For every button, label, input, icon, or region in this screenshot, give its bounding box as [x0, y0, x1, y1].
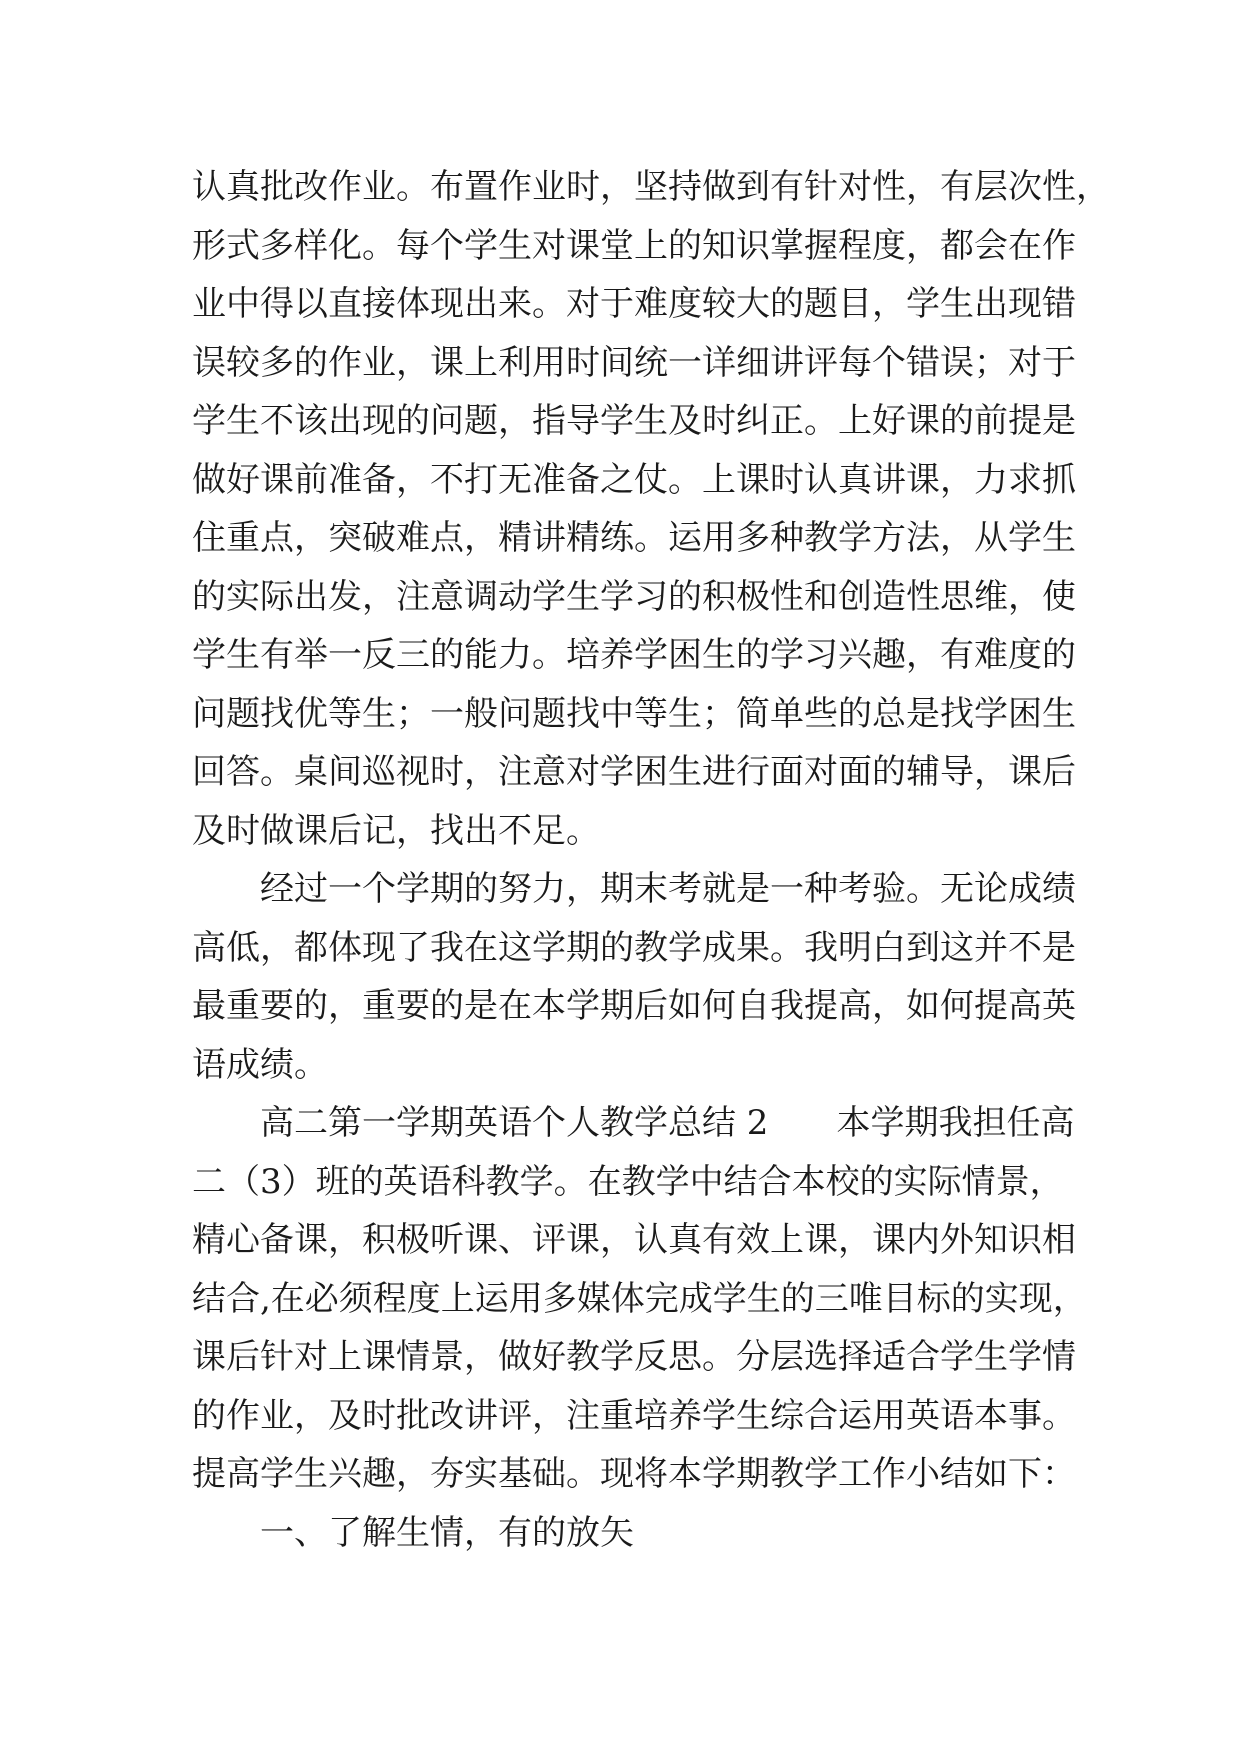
text-line: 最重要的，重要的是在本学期后如何自我提高，如何提高英: [192, 986, 1076, 1026]
text-line: 的作业，及时批改讲评，注重培养学生综合运用英语本事。: [192, 1395, 1076, 1436]
text-line: 业中得以直接体现出来。对于难度较大的题目，学生出现错: [192, 284, 1076, 324]
text-line-continuation: 本学期我担任高: [836, 1103, 1075, 1143]
text-line: 提高学生兴趣，夯实基础。现将本学期教学工作小结如下：: [192, 1454, 1076, 1494]
text-line: 的实际出发，注意调动学生学习的积极性和创造性思维，使: [192, 576, 1076, 617]
text-line: 误较多的作业，课上利用时间统一详细讲评每个错误；对于: [192, 342, 1076, 383]
text-line: 语成绩。: [192, 1044, 328, 1085]
text-line: 做好课前准备，不打无准备之仗。上课时认真讲课，力求抓: [192, 459, 1076, 500]
text-line: 住重点，突破难点，精讲精练。运用多种教学方法，从学生: [192, 518, 1076, 558]
text-line: 形式多样化。每个学生对课堂上的知识掌握程度，都会在作: [192, 225, 1076, 266]
text-line: 精心备课，积极听课、评课，认真有效上课，课内外知识相: [192, 1220, 1076, 1260]
text-line: 经过一个学期的努力，期末考就是一种考验。无论成绩: [260, 869, 1076, 909]
subheading: 一、了解生情，有的放矢: [260, 1512, 634, 1553]
text-line: 课后针对上课情景，做好教学反思。分层选择适合学生学情: [192, 1337, 1076, 1377]
section-title-line: [192, 1094, 1075, 1153]
text-line: 学生有举一反三的能力。培养学困生的学习兴趣，有难度的: [192, 635, 1076, 675]
text-line: 回答。桌间巡视时，注意对学困生进行面对面的辅导，课后: [192, 752, 1076, 792]
text-line: 高低，都体现了我在这学期的教学成果。我明白到这并不是: [192, 927, 1076, 968]
text-line: 结合,在必须程度上运用多媒体完成学生的三唯目标的实现，: [192, 1278, 1087, 1319]
text-line: 认真批改作业。布置作业时，坚持做到有针对性，有层次性，: [192, 167, 1110, 207]
text-line: 及时做课后记，找出不足。: [192, 810, 600, 851]
section-title: 高二第一学期英语个人教学总结 2: [260, 1103, 769, 1143]
text-line: 学生不该出现的问题，指导学生及时纠正。上好课的前提是: [192, 401, 1076, 441]
text-line: 问题找优等生；一般问题找中等生；简单些的总是找学困生: [192, 693, 1076, 734]
document-body: [192, 158, 1110, 1562]
text-line: 二（3）班的英语科教学。在教学中结合本校的实际情景，: [192, 1161, 1064, 1202]
